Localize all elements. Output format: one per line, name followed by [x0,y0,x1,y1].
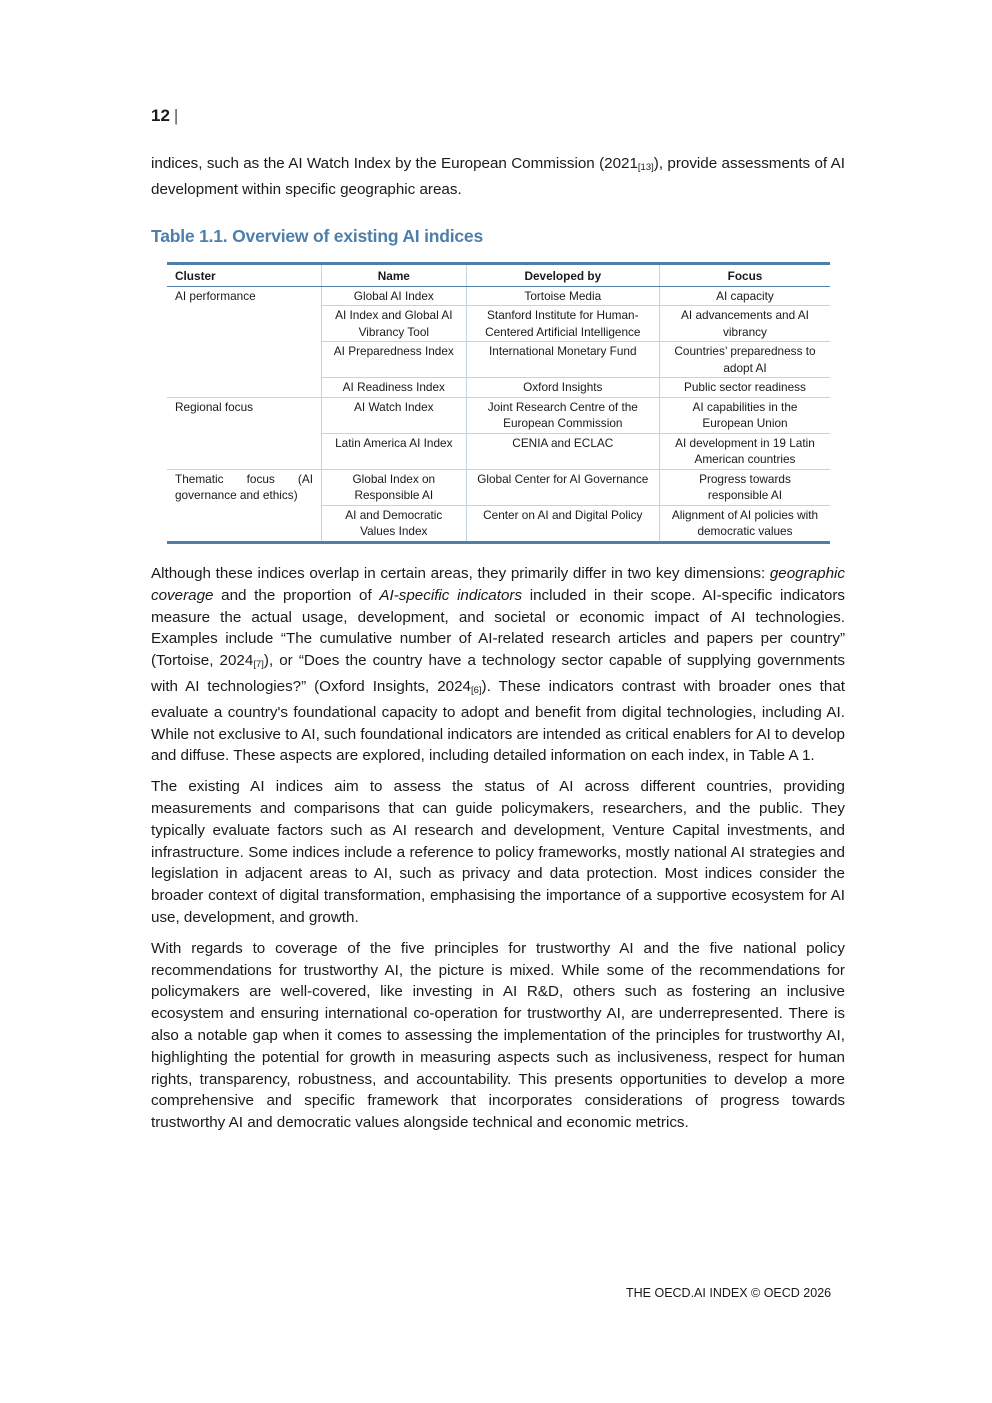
table-row [167,397,830,433]
page-number: 12 | [151,106,179,125]
body-text [151,563,845,1143]
developer-cell: International Monetary Fund [466,342,659,378]
name-cell: Global Index on Responsible AI [322,469,467,505]
developer-cell: Stanford Institute for Human-Centered Artificial Intelligence [466,306,659,342]
header-developed-by: Developed by [466,264,659,287]
name-cell: AI Index and Global AI Vibrancy Tool [322,306,467,342]
indices-table [167,262,830,544]
name-cell: AI Preparedness Index [322,342,467,378]
focus-cell: AI advancements and AI vibrancy [659,306,830,342]
developer-cell: Tortoise Media [466,286,659,306]
paragraph-existing-indices: The existing AI indices aim to assess the status of AI across different countries, providing measurements and comparisons that can guide policymakers, researchers, and the public. They typically evaluate factors such as AI research and development, Venture Capital investments, and infrastructure. Some indices include a reference to policy frameworks, mostly national AI strategies and legislation in adjacent areas to AI, such as privacy and data protection. Most indices consider the broader context of digital transformation, emphasising the importance of a supportive ecosystem for AI use, development, and growth. [151,778,845,926]
developer-cell: Global Center for AI Governance [466,469,659,505]
page-footer: THE OECD.AI INDEX © OECD 2026 [626,1286,832,1300]
focus-cell: Progress towards responsible AI [659,469,830,505]
cluster-cell: Thematic focus (AI governance and ethics) [167,469,322,542]
focus-cell: Countries’ preparedness to adopt AI [659,342,830,378]
cluster-cell: AI performance [175,288,256,303]
citation-link[interactable]: [13] [637,162,654,173]
table-header-row [167,264,830,287]
name-cell: Global AI Index [322,286,467,306]
paragraph-dimensions: Although these indices overlap in certain areas, they primarily differ in two key dimensions: geographic coverage and the proportion of AI-specific indicators included in their scope. AI-specific indicators measure the actual usage, development, and societal or economic impact of AI technologies. Examples include “The cumulative number of AI-related research articles and papers per country” (Tortoise, 2024[7]), or “Does the country have a technology sector capable of supplying governments with AI technologies?” (Oxford Insights, 2024[6]). These indicators contrast with broader ones that evaluate a country's foundational capacity to adopt and benefit from digital technologies, including AI. While not exclusive to AI, such foundational indicators are intended as critical enablers for AI to develop and diffuse. These aspects are explored, including detailed information on each index, in Table A 1. [151,565,846,765]
citation-link[interactable]: [7] [253,659,264,671]
header-cluster: Cluster [167,264,322,287]
focus-cell: Alignment of AI policies with democratic values [659,505,830,542]
table-row [167,286,830,306]
focus-cell: Public sector readiness [659,378,830,398]
developer-cell: Oxford Insights [466,378,659,398]
name-cell: Latin America AI Index [322,433,467,469]
header-name: Name [322,264,467,287]
developer-cell: Center on AI and Digital Policy [466,505,659,542]
name-cell: AI Watch Index [322,397,467,433]
focus-cell: AI development in 19 Latin American countries [659,433,830,469]
name-cell: AI and Democratic Values Index [322,505,467,542]
header-focus: Focus [659,264,830,287]
citation-link[interactable]: [6] [470,684,482,696]
table-row [167,469,830,505]
developer-cell: CENIA and ECLAC [466,433,659,469]
name-cell: AI Readiness Index [322,378,467,398]
table-title: Table 1.1. Overview of existing AI indices [151,226,483,246]
focus-cell: AI capabilities in the European Union [659,397,830,433]
focus-cell: AI capacity [659,286,830,306]
cluster-cell: Regional focus [167,397,322,469]
intro-paragraph: indices, such as the AI Watch Index by the European Commission (2021[13]), provide assessments of AI development within specific geographic areas. [151,155,845,198]
paragraph-coverage: With regards to coverage of the five principles for trustworthy AI and the five national policy recommendations for trustworthy AI, the picture is mixed. While some of the recommendations for policymakers are well-covered, like investing in AI R&D, others such as fostering an inclusive ecosystem and ensuring international co-operation for trustworthy AI, are underrepresented. There is also a notable gap when it comes to assessing the implementation of the principles for trustworthy AI, highlighting the potential for growth in measuring aspects such as inclusiveness, respect for human rights, transparency, robustness, and accountability. This presents opportunities to develop a more comprehensive and specific framework that incorporates considerations of progress towards trustworthy AI and democratic values alongside technical and economic metrics. [151,939,845,1132]
developer-cell: Joint Research Centre of the European Commission [466,397,659,433]
